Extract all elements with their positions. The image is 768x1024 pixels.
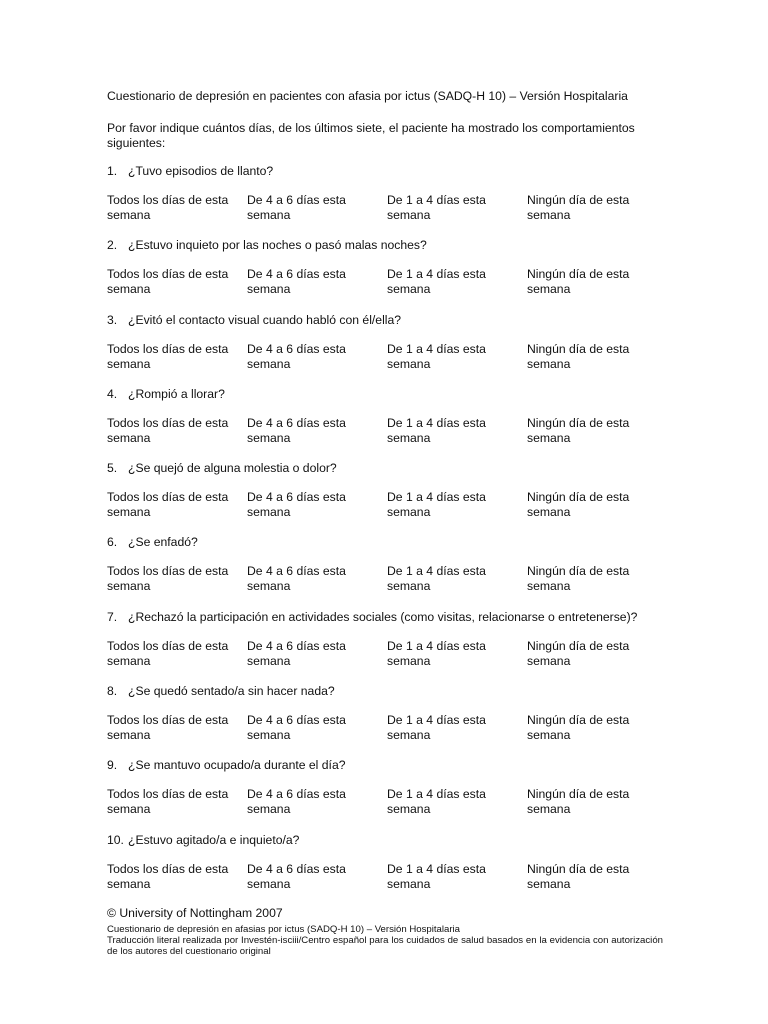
answer-options: [107, 193, 667, 223]
answer-options: [107, 267, 667, 297]
question-item: [107, 833, 667, 907]
answer-option[interactable]: Ningún día de esta semana: [527, 861, 630, 891]
answer-options: [107, 639, 667, 669]
question-label: ¿Tuvo episodios de llanto?: [128, 164, 274, 178]
answer-option[interactable]: De 1 a 4 días esta semana: [387, 341, 486, 371]
answer-option[interactable]: De 4 a 6 días esta semana: [247, 341, 346, 371]
answer-options: [107, 862, 667, 892]
answer-option[interactable]: Ningún día de esta semana: [527, 193, 630, 222]
question-text: [107, 758, 667, 773]
answer-options: [107, 490, 667, 520]
question-number: 7.: [107, 609, 118, 624]
answer-option[interactable]: De 4 a 6 días esta semana: [247, 787, 346, 817]
answer-option[interactable]: De 4 a 6 días esta semana: [247, 638, 346, 668]
answer-option[interactable]: De 1 a 4 días esta semana: [387, 638, 486, 668]
question-label: ¿Rechazó la participación en actividades sociales (como visitas, relacionarse o entretenerse)?: [128, 609, 638, 624]
question-item: [107, 387, 667, 461]
page-title: Cuestionario de depresión en pacientes con afasia por ictus (SADQ-H 10) – Versión Hospitalaria: [107, 89, 628, 103]
footnote-translation: Traducción literal realizada por Investén-isciii/Centro español para los cuidados de salud basados en la evidencia con autorización de los autores del cuestionario original: [107, 935, 663, 957]
answer-option[interactable]: De 1 a 4 días esta semana: [387, 490, 486, 520]
answer-option[interactable]: De 4 a 6 días esta semana: [247, 415, 346, 445]
answer-option[interactable]: Todos los días de esta semana: [107, 638, 229, 668]
question-label: ¿Rompió a llorar?: [128, 386, 225, 401]
footer: [107, 905, 663, 957]
question-label: ¿Estuvo agitado/a e inquieto/a?: [128, 832, 300, 847]
question-label: ¿Se quedó sentado/a sin hacer nada?: [128, 684, 335, 699]
answer-option[interactable]: Todos los días de esta semana: [107, 564, 229, 594]
answer-option[interactable]: De 1 a 4 días esta semana: [387, 193, 486, 222]
question-number: 9.: [107, 758, 118, 773]
answer-option[interactable]: De 4 a 6 días esta semana: [247, 267, 346, 297]
answer-option[interactable]: De 1 a 4 días esta semana: [387, 787, 486, 817]
intro-text: Por favor indique cuántos días, de los últimos siete, el paciente ha mostrado los comportamientos siguientes:: [107, 121, 635, 150]
answer-option[interactable]: Ningún día de esta semana: [527, 490, 630, 520]
answer-option[interactable]: Todos los días de esta semana: [107, 713, 229, 743]
document-page: [107, 88, 667, 907]
answer-option[interactable]: De 1 a 4 días esta semana: [387, 267, 486, 297]
answer-option[interactable]: Todos los días de esta semana: [107, 341, 229, 371]
question-text: [107, 535, 667, 550]
answer-option[interactable]: Ningún día de esta semana: [527, 341, 630, 371]
question-number: 10.: [107, 832, 124, 847]
answer-option[interactable]: Todos los días de esta semana: [107, 490, 229, 520]
answer-option[interactable]: Ningún día de esta semana: [527, 638, 630, 668]
answer-option[interactable]: De 1 a 4 días esta semana: [387, 861, 486, 891]
question-item: [107, 313, 667, 387]
answer-option[interactable]: Ningún día de esta semana: [527, 267, 630, 297]
question-text: [107, 684, 667, 699]
question-number: 3.: [107, 312, 118, 327]
question-number: 6.: [107, 535, 118, 550]
question-item: [107, 535, 667, 609]
answer-options: [107, 564, 667, 594]
question-text: [107, 238, 667, 253]
question-item: [107, 164, 667, 238]
question-item: [107, 461, 667, 535]
question-label: ¿Se quejó de alguna molestia o dolor?: [128, 461, 337, 476]
question-text: [107, 164, 667, 179]
question-text: [107, 313, 667, 328]
answer-options: [107, 713, 667, 743]
question-label: ¿Estuvo inquieto por las noches o pasó malas noches?: [128, 238, 427, 253]
answer-option[interactable]: De 4 a 6 días esta semana: [247, 564, 346, 594]
copyright-text: © University of Nottingham 2007: [107, 906, 283, 920]
question-number: 5.: [107, 461, 118, 476]
question-text: [107, 461, 667, 476]
answer-option[interactable]: Todos los días de esta semana: [107, 193, 229, 222]
answer-option[interactable]: De 4 a 6 días esta semana: [247, 861, 346, 891]
question-text: [107, 610, 667, 625]
question-number: 1.: [107, 164, 118, 178]
answer-option[interactable]: Todos los días de esta semana: [107, 861, 229, 891]
answer-option[interactable]: De 1 a 4 días esta semana: [387, 564, 486, 594]
question-label: ¿Se mantuvo ocupado/a durante el día?: [128, 758, 346, 773]
answer-options: [107, 342, 667, 372]
question-item: [107, 684, 667, 758]
answer-option[interactable]: De 4 a 6 días esta semana: [247, 490, 346, 520]
answer-option[interactable]: De 1 a 4 días esta semana: [387, 713, 486, 743]
footnote-title: Cuestionario de depresión en afasias por ictus (SADQ-H 10) – Versión Hospitalaria: [107, 924, 461, 935]
answer-option[interactable]: De 4 a 6 días esta semana: [247, 193, 346, 222]
answer-option[interactable]: Ningún día de esta semana: [527, 564, 630, 594]
answer-option[interactable]: Ningún día de esta semana: [527, 415, 630, 445]
question-item: [107, 758, 667, 832]
question-label: ¿Se enfadó?: [128, 535, 198, 550]
answer-option[interactable]: De 1 a 4 días esta semana: [387, 415, 486, 445]
question-number: 8.: [107, 684, 118, 699]
answer-option[interactable]: Todos los días de esta semana: [107, 267, 229, 297]
answer-options: [107, 787, 667, 817]
answer-options: [107, 416, 667, 446]
question-text: [107, 387, 667, 402]
answer-option[interactable]: Ningún día de esta semana: [527, 713, 630, 743]
answer-option[interactable]: Todos los días de esta semana: [107, 787, 229, 817]
question-item: [107, 610, 667, 684]
question-list: [107, 164, 667, 907]
question-number: 2.: [107, 238, 118, 253]
answer-option[interactable]: Todos los días de esta semana: [107, 415, 229, 445]
question-number: 4.: [107, 386, 118, 401]
question-item: [107, 238, 667, 312]
answer-option[interactable]: Ningún día de esta semana: [527, 787, 630, 817]
question-label: ¿Evitó el contacto visual cuando habló con él/ella?: [128, 312, 402, 327]
answer-option[interactable]: De 4 a 6 días esta semana: [247, 713, 346, 743]
question-text: [107, 833, 667, 848]
